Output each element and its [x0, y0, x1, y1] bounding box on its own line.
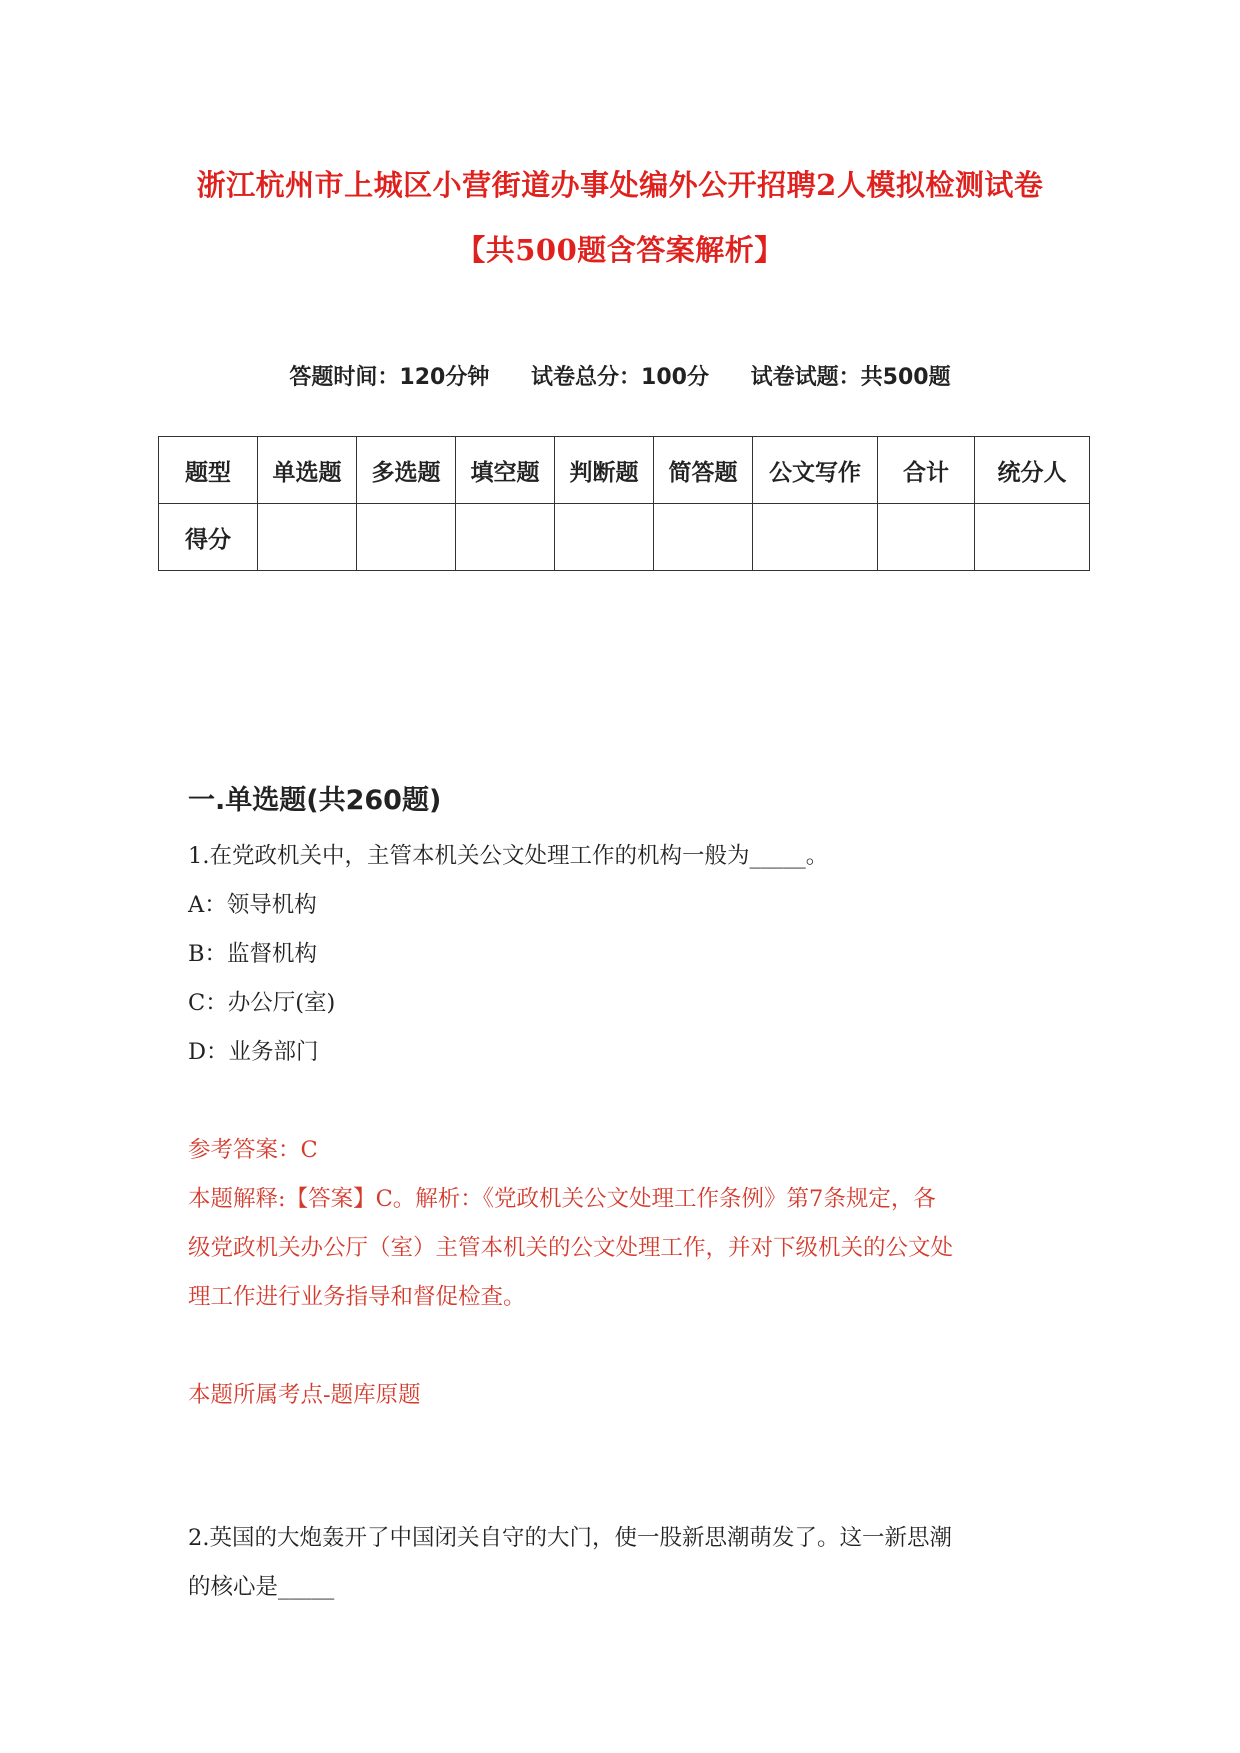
question-2-stem-line: 2.英国的大炮轰开了中国闭关自守的大门，使一股新思潮萌发了。这一新思潮 [188, 1525, 952, 1551]
question-1-explanation-line: 本题解释:【答案】C。解析：《党政机关公文处理工作条例》第7条规定，各 [188, 1186, 936, 1212]
score-row-label: 得分 [159, 504, 258, 571]
question-1-knowledge-point: 本题所属考点-题库原题 [188, 1382, 421, 1408]
exam-meta [0, 360, 1240, 391]
score-cell [654, 504, 753, 571]
question-1-explanation-line: 级党政机关办公厅（室）主管本机关的公文处理工作，并对下级机关的公文处 [188, 1235, 954, 1261]
question-1-explanation-line: 理工作进行业务指导和督促检查。 [188, 1284, 526, 1310]
score-header-cell: 统分人 [975, 437, 1090, 504]
score-header-cell: 判断题 [555, 437, 654, 504]
score-cell [258, 504, 357, 571]
question-1-stem: 1.在党政机关中，主管本机关公文处理工作的机构一般为_____。 [188, 843, 829, 869]
score-header-cell: 简答题 [654, 437, 753, 504]
score-header-cell: 合计 [878, 437, 975, 504]
score-table-header-row [159, 437, 1090, 504]
question-1-answer: 参考答案：C [188, 1137, 318, 1163]
score-table [158, 436, 1090, 571]
score-header-cell: 公文写作 [753, 437, 878, 504]
score-header-cell: 填空题 [456, 437, 555, 504]
document-subtitle: 【共500题含答案解析】 [456, 233, 784, 267]
score-cell [878, 504, 975, 571]
score-header-cell: 单选题 [258, 437, 357, 504]
score-cell [456, 504, 555, 571]
section-title: 一.单选题(共260题) [188, 785, 442, 816]
document-title: 浙江杭州市上城区小营街道办事处编外公开招聘2人模拟检测试卷 [196, 168, 1044, 202]
question-2-stem-line: 的核心是_____ [188, 1574, 335, 1600]
question-1-option-c: C：办公厅(室) [188, 990, 336, 1016]
question-1-option-a: A：领导机构 [188, 892, 317, 918]
question-1-option-b: B：监督机构 [188, 941, 318, 967]
score-cell [753, 504, 878, 571]
exam-total-score: 试卷总分：100分 [531, 365, 709, 390]
score-table-score-row [159, 504, 1090, 571]
score-cell [975, 504, 1090, 571]
score-cell [555, 504, 654, 571]
score-header-cell: 多选题 [357, 437, 456, 504]
exam-time: 答题时间：120分钟 [289, 365, 490, 390]
exam-question-count: 试卷试题：共500题 [750, 365, 951, 390]
score-header-cell: 题型 [159, 437, 258, 504]
question-1-option-d: D：业务部门 [188, 1039, 319, 1065]
score-cell [357, 504, 456, 571]
